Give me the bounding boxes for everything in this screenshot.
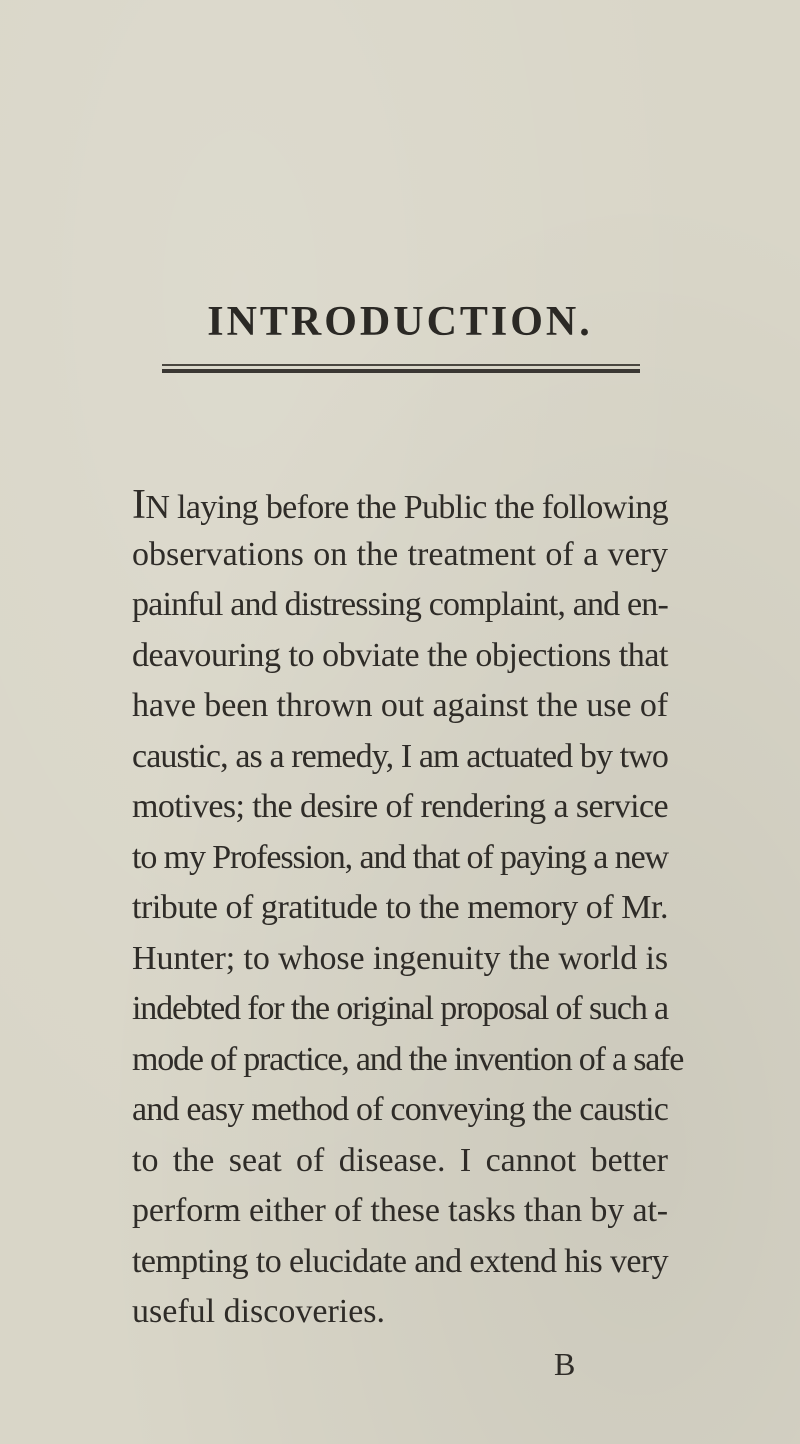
paragraph-line-8: to my Profession, and that of paying a new (132, 839, 668, 876)
paragraph-line-13: and easy method of conveying the caustic (132, 1091, 668, 1128)
paragraph-line-12: mode of practice, and the invention of a safe (132, 1041, 684, 1078)
paragraph-line-10: Hunter; to whose ingenuity the world is (132, 940, 668, 977)
paragraph-line-6: caustic, as a remedy, I am actuated by two (132, 738, 668, 775)
paragraph-line-2: observations on the treatment of a very (132, 536, 668, 573)
paragraph-line-5: have been thrown out against the use of (132, 687, 668, 724)
paragraph-line-4: deavouring to obviate the objections that (132, 637, 668, 674)
heading-rule-thin (162, 364, 640, 366)
paragraph-line-14: to the seat of disease. I cannot better (132, 1142, 668, 1179)
paragraph-line-7: motives; the desire of rendering a service (132, 788, 668, 825)
heading-rule (162, 364, 640, 374)
paragraph-line-11: indebted for the original proposal of such a (132, 990, 668, 1027)
paragraph-line-17: useful discoveries. (132, 1293, 386, 1330)
signature-mark: B (554, 1346, 576, 1382)
paragraph-line-15: perform either of these tasks than by at- (132, 1192, 668, 1229)
paragraph-line-1-text: N laying before the Public the following (145, 489, 668, 526)
paragraph-line-3: painful and distressing complaint, and en- (132, 586, 668, 623)
drop-cap: I (132, 482, 146, 528)
page-heading: INTRODUCTION. (207, 299, 593, 345)
paragraph-line-1 (132, 482, 668, 528)
paragraph-line-9: tribute of gratitude to the memory of Mr. (132, 889, 668, 926)
paragraph-line-16: tempting to elucidate and extend his very (132, 1243, 668, 1280)
heading-rule-thick (162, 369, 640, 373)
